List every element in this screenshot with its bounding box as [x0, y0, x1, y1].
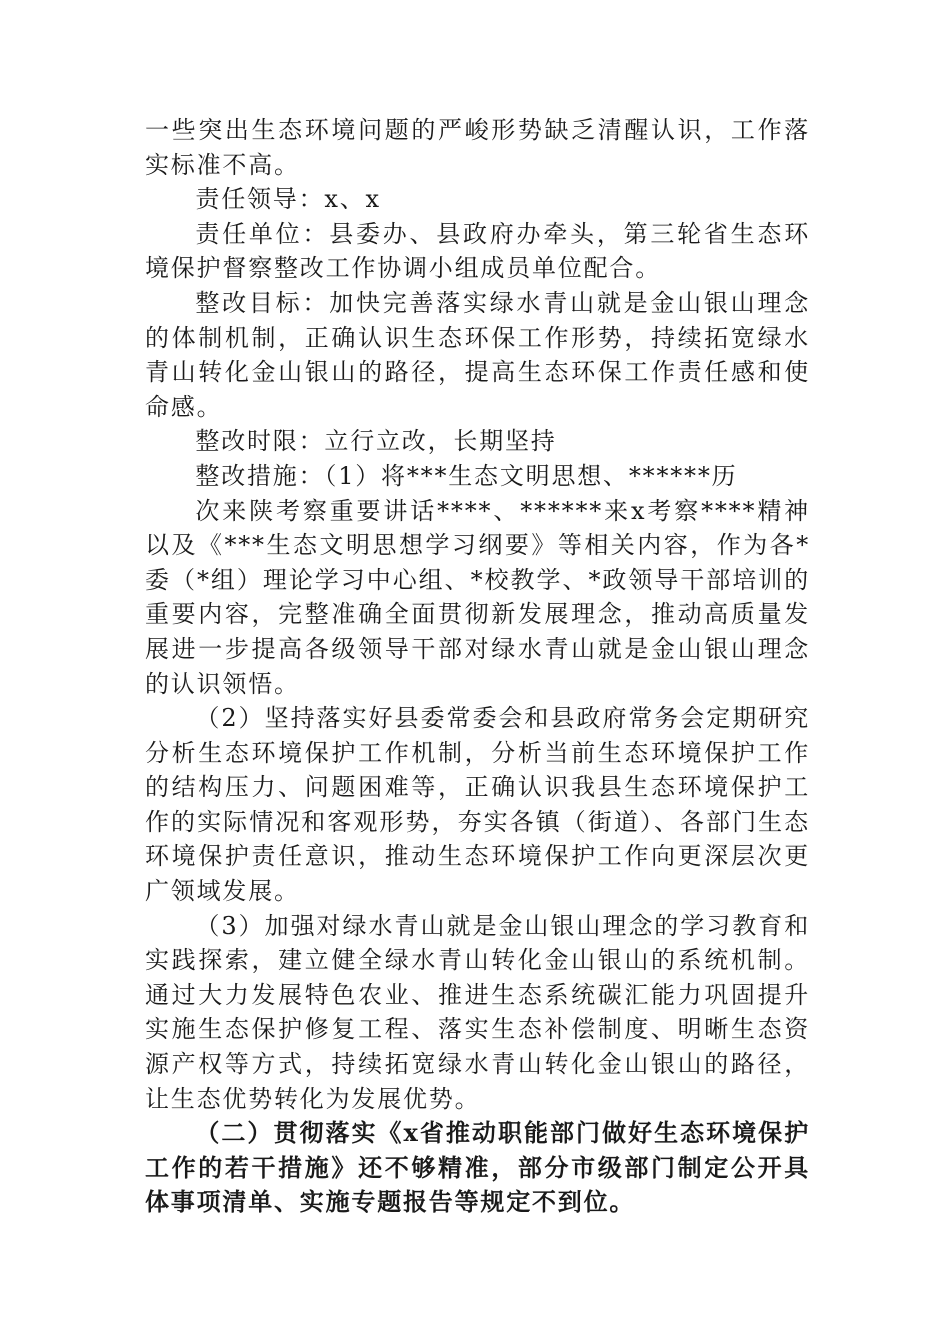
paragraph-continuation: 一些突出生态环境问题的严峻形势缺乏清醒认识，工作落实标准不高。 [145, 116, 810, 179]
paragraph-measure-3: （3）加强对绿水青山就是金山银山理念的学习教育和实践探索，建立健全绿水青山转化金山银山的系统机制。通过大力发展特色农业、推进生态系统碳汇能力巩固提升实施生态保护修复工程、落实生态补偿制度、明晰生态资源产权等方式，持续拓宽绿水青山转化金山银山的路径，让生态优势转化为发展优势。 [145, 911, 810, 1113]
paragraph-measure-2: （2）坚持落实好县委常委会和县政府常务会定期研究分析生态环境保护工作机制，分析当前生态环境保护工作的结构压力、问题困难等，正确认识我县生态环境保护工作的实际情况和客观形势，夯实各镇（街道）、各部门生态环境保护责任意识，推动生态环境保护工作向更深层次更广领域发展。 [145, 704, 810, 906]
paragraph-rectification-deadline: 整改时限：立行立改，长期坚持 [195, 427, 557, 456]
paragraph-rectification-measures: 整改措施：（1）将***生态文明思想、******历 [195, 461, 738, 490]
section-heading-2: （二）贯彻落实《x省推动职能部门做好生态环境保护工作的若干措施》还不够精准，部分市级部门制定公开具体事项清单、实施专题报告等规定不到位。 [145, 1118, 810, 1217]
paragraph-measure-1-detail: 次来陕考察重要讲话****、******来x考察****精神以及《***生态文明思想学习纲要》等相关内容，作为各*委（*组）理论学习中心组、*校教学、*政领导干部培训的重要内容，完整准确全面贯彻新发展理念，推动高质量发展进一步提高各级领导干部对绿水青山就是金山银山理念的认识领悟。 [145, 496, 810, 698]
paragraph-rectification-goal: 整改目标：加快完善落实绿水青山就是金山银山理念的体制机制，正确认识生态环保工作形势，持续拓宽绿水青山转化金山银山的路径，提高生态环保工作责任感和使命感。 [145, 288, 810, 421]
paragraph-responsible-unit: 责任单位：县委办、县政府办牵头，第三轮省生态环境保护督察整改工作协调小组成员单位配合。 [145, 219, 810, 283]
paragraph-responsible-leader: 责任领导：x、x [195, 185, 381, 214]
document-body [145, 113, 810, 1220]
